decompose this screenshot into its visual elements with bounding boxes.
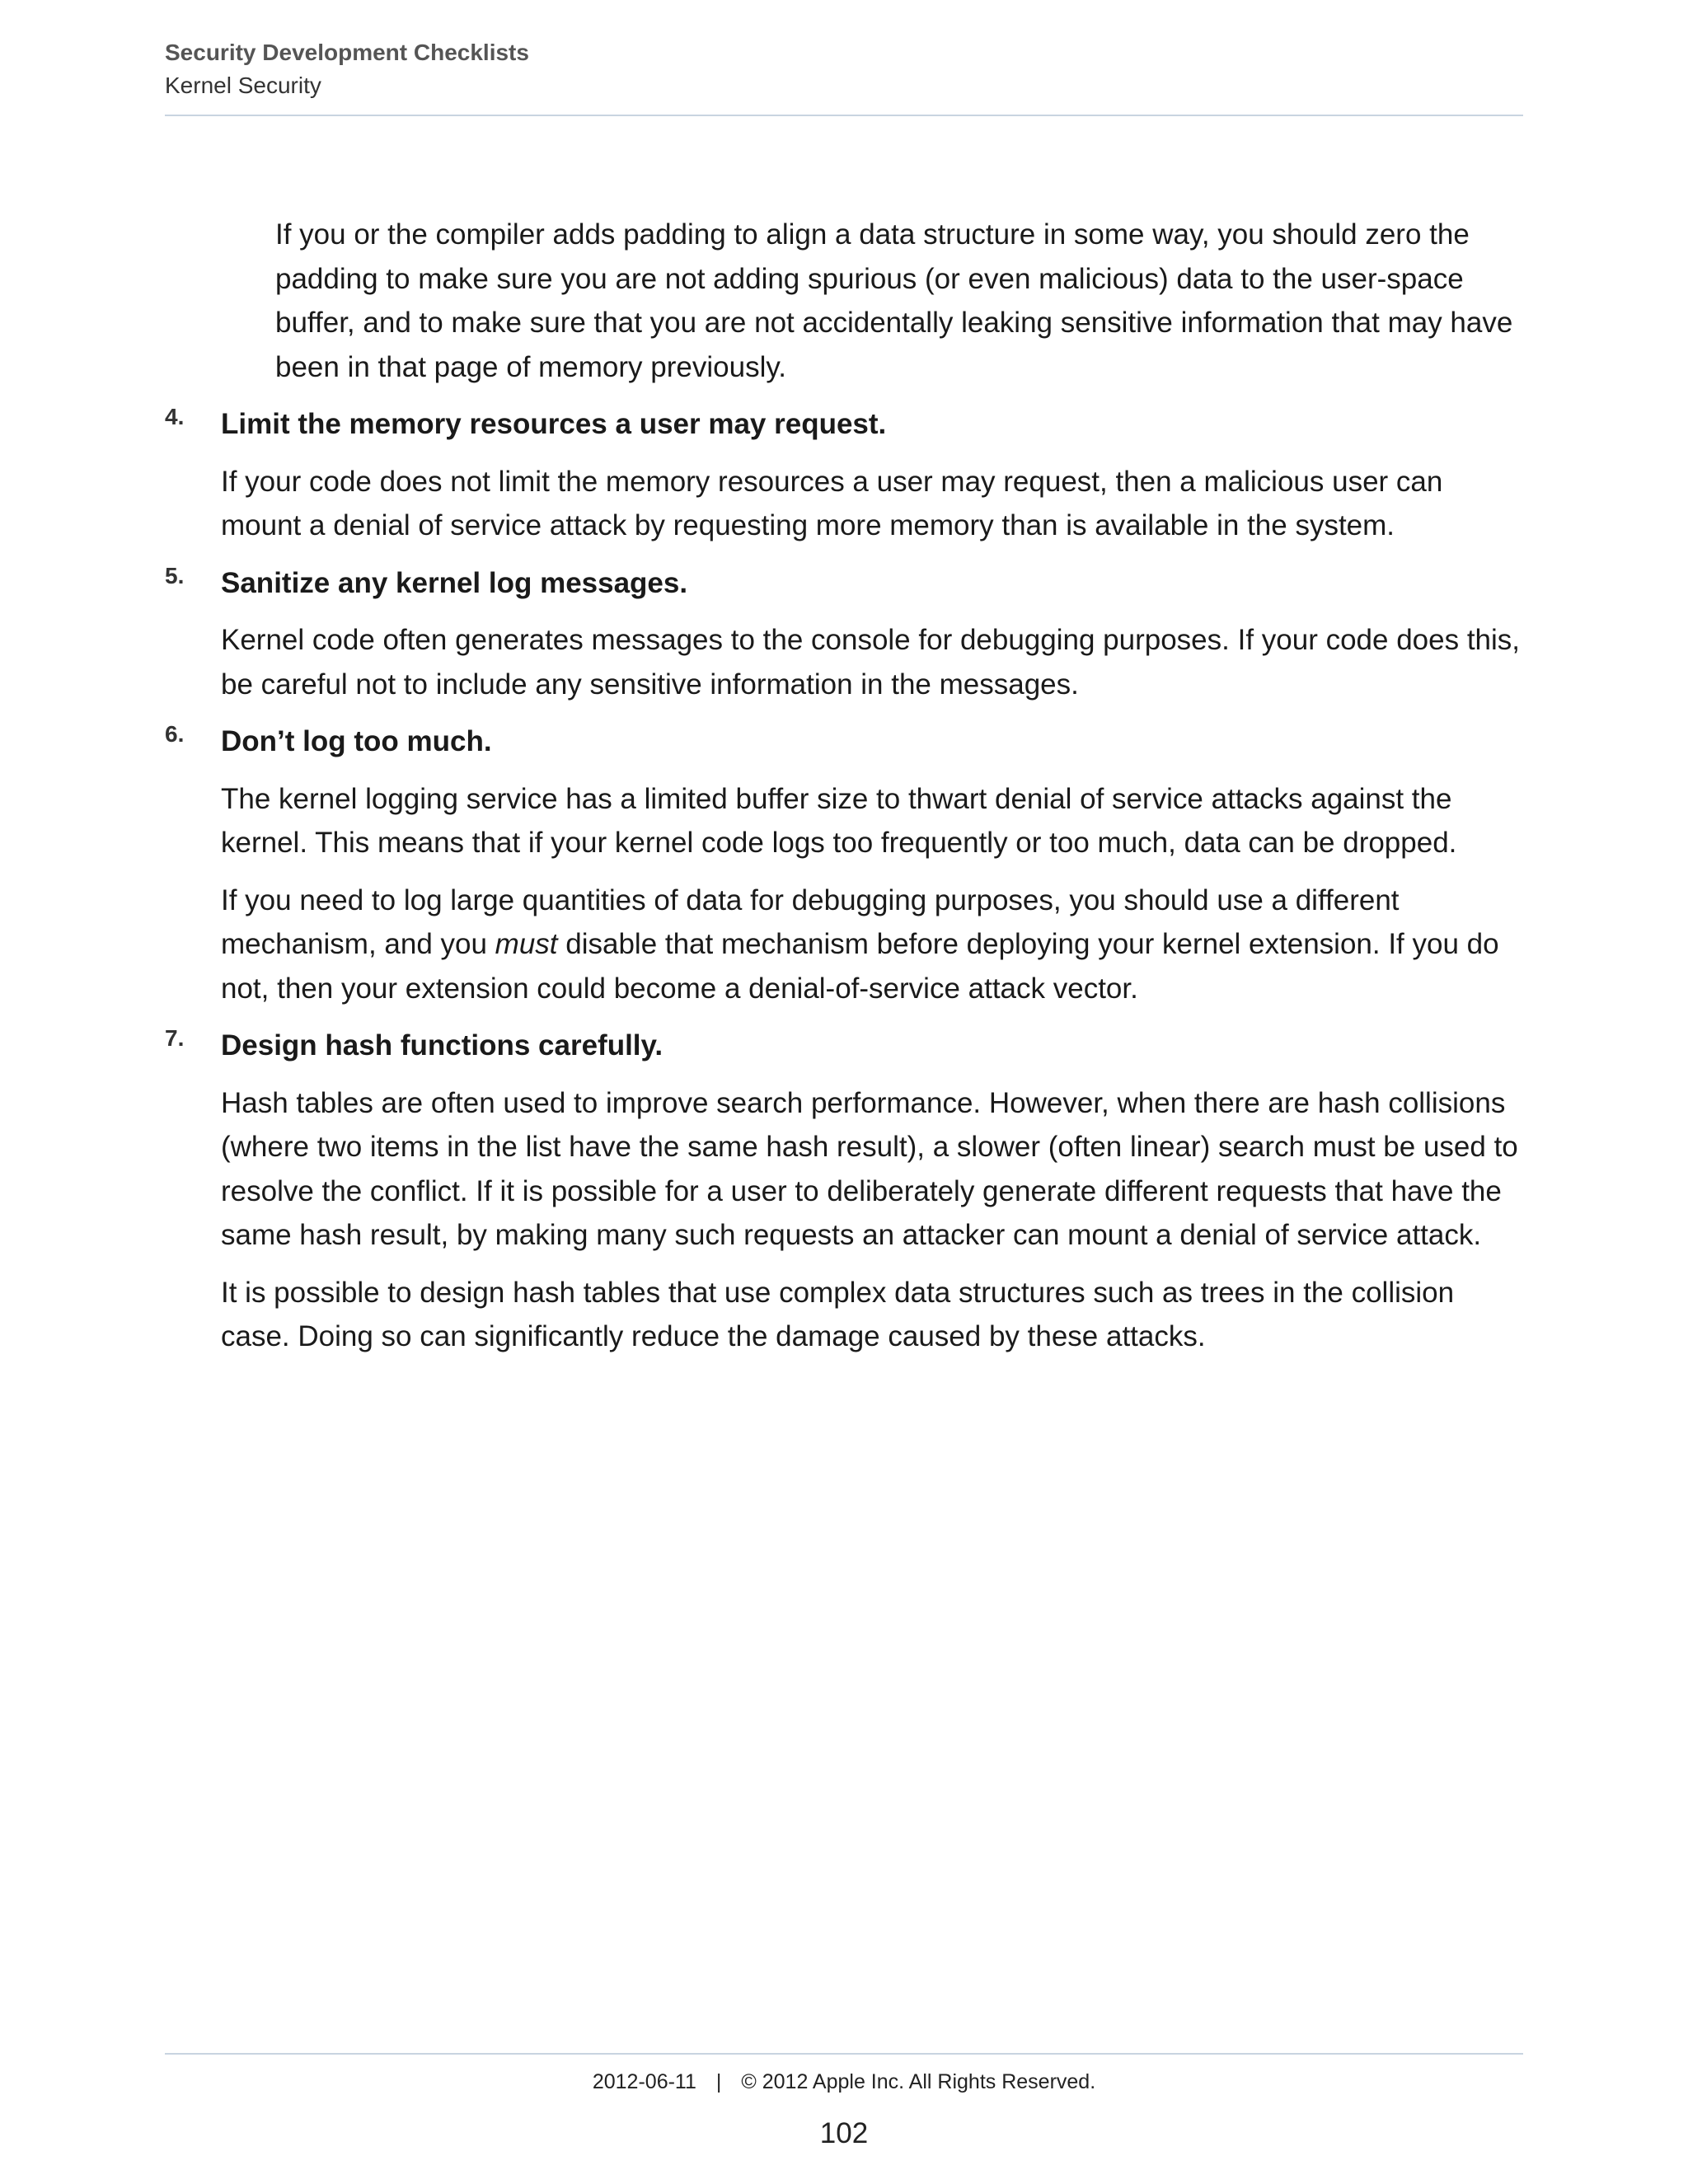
checklist-item-6 bbox=[165, 719, 1525, 1010]
item-heading: Don’t log too much. bbox=[221, 725, 492, 757]
item-number: 6. bbox=[165, 721, 185, 747]
item-number: 5. bbox=[165, 562, 185, 588]
checklist-item-5 bbox=[165, 561, 1525, 707]
item-paragraph: Hash tables are often used to improve search performance. However, when there are hash collisions (where two items in the list have the same hash result), a slower (often linear) search must be used to resolve the conflict. If it is possible for a user to deliberately generate different requests that have the same hash result, by making many such requests an attacker can mount a denial of service attack. bbox=[221, 1086, 1518, 1251]
footer-separator: | bbox=[715, 2070, 722, 2093]
item-heading: Design hash functions carefully. bbox=[221, 1029, 663, 1062]
item-heading: Limit the memory resources a user may request. bbox=[221, 408, 887, 440]
continued-paragraph: If you or the compiler adds padding to align a data structure in some way, you should zero the padding to make sure you are not adding spurious (or even malicious) data to the user-space buffer, and to make sure that you are not accidentally leaking sensitive information that may have been in that page of memory previously. bbox=[275, 218, 1513, 383]
document-title: Security Development Checklists bbox=[165, 40, 529, 65]
item-heading: Sanitize any kernel log messages. bbox=[221, 566, 688, 599]
item-number: 7. bbox=[165, 1025, 185, 1051]
item-number: 4. bbox=[165, 404, 185, 429]
page-content bbox=[165, 213, 1525, 1372]
emphasis-text-before: If you need to log large quantities of data for debugging purposes, you should use a different mechanism, and you bbox=[221, 883, 1400, 960]
checklist-item-4 bbox=[165, 402, 1525, 548]
item-paragraph: The kernel logging service has a limited buffer size to thwart denial of service attacks against the kernel. This means that if your kernel code logs too frequently or too much, data can be dropped. bbox=[221, 782, 1457, 859]
section-title: Kernel Security bbox=[165, 73, 321, 98]
footer-divider bbox=[165, 2053, 1523, 2055]
footer-date: 2012-06-11 bbox=[592, 2070, 696, 2093]
page-header bbox=[165, 36, 1523, 102]
page-footer bbox=[0, 2067, 1688, 2097]
emphasis-text-after: disable that mechanism before deploying your kernel extension. If you do not, then your extension could become a denial-of-service attack vector. bbox=[221, 928, 1499, 1005]
item-paragraph: It is possible to design hash tables that use complex data structures such as trees in the collision case. Doing so can significantly reduce the damage caused by these attacks. bbox=[221, 1276, 1455, 1352]
item-paragraph: If your code does not limit the memory resources a user may request, then a malicious user can mount a denial of service attack by requesting more memory than is available in the system. bbox=[221, 465, 1443, 541]
item-paragraph: Kernel code often generates messages to the console for debugging purposes. If your code does this, be careful not to include any sensitive information in the messages. bbox=[221, 624, 1521, 701]
header-divider bbox=[165, 115, 1523, 116]
emphasis-word: must bbox=[495, 928, 558, 960]
checklist-item-7 bbox=[165, 1024, 1525, 1359]
footer-copyright: © 2012 Apple Inc. All Rights Reserved. bbox=[741, 2070, 1096, 2093]
page-number: 102 bbox=[819, 2117, 869, 2149]
item-paragraph-emphasis bbox=[221, 879, 1525, 1011]
